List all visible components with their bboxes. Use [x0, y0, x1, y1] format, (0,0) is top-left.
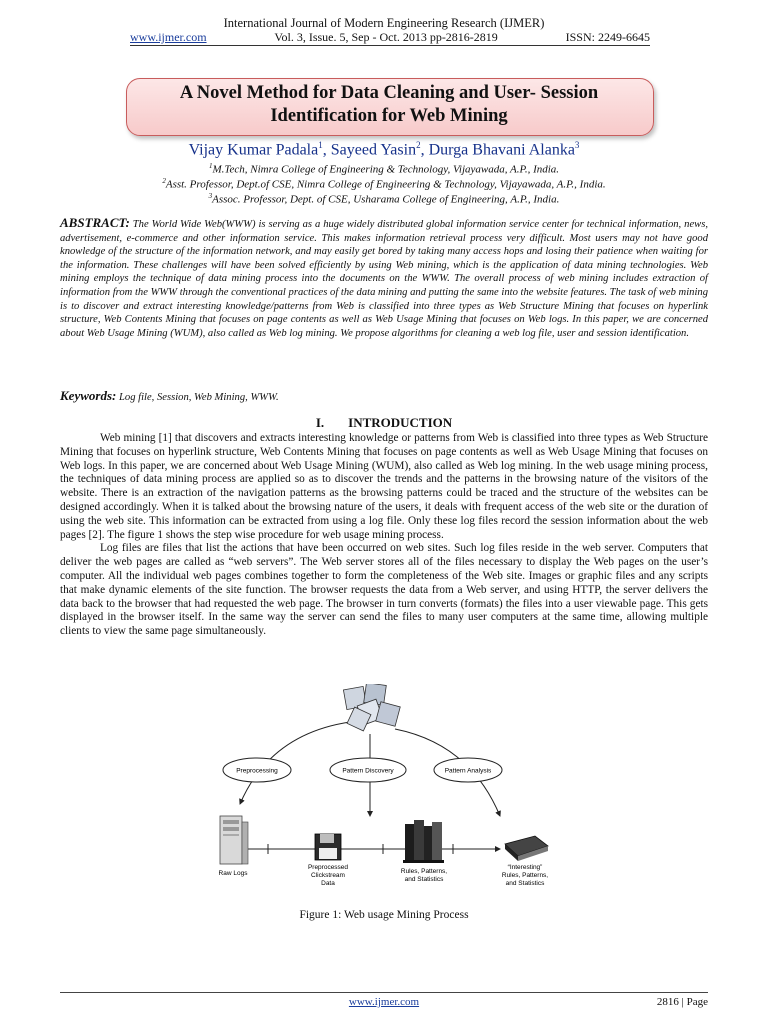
keywords-text: Log file, Session, Web Mining, WWW.: [119, 392, 279, 403]
section-heading: [0, 415, 768, 431]
title-line-1: A Novel Method for Data Cleaning and User- Session: [179, 83, 599, 103]
header-divider: [130, 45, 650, 46]
abstract-text: The World Wide Web(WWW) is serving as a huge widely distributed global information service center for technical information, news, advertisement, e-commerce and other information service. This makes information retrieval process very difficult. Most users may not have good knowledge of the structure of the information network, and may easily get bored by taking many access hops and losing their patience when waiting for the information. These challenges will have been solved efficiently by using Web mining, which is the application of data mining technologies. Web mining employs the technique of data mining process into the documents on the WWW. The overall process of web mining includes extraction of information from the WWW through the conventional practices of the data mining and putting the same into the website features. The task of web mining is to discover and extract interesting knowledge/patterns from Web is classified into three types as Web Structure Mining that focuses on hyperlink structure, Web Contents Mining that focuses on page contents as well as Web Usage Mining that focuses on Web logs. In this paper, we are concerned about Web Usage Mining (WUM), also called as Web log mining. We propose algorithms for cleaning a web log file, user and session identification.: [60, 219, 708, 339]
issn: ISSN: 2249-6645: [565, 30, 650, 44]
section-title: INTRODUCTION: [348, 415, 453, 430]
floppy-disk-icon: [315, 834, 341, 860]
node-label-statistics: and Statistics: [404, 876, 444, 883]
title-line-2: Identification for Web Mining: [270, 106, 508, 126]
author-name: Vijay Kumar Padala: [188, 141, 319, 159]
page-number: 2816 | Page: [656, 996, 708, 1008]
affiliation-text: M.Tech, Nimra College of Engineering & Technology, Vijayawada, A.P., India.: [212, 163, 560, 176]
figure-1: [200, 684, 570, 894]
author-sup: 1: [318, 140, 323, 150]
affiliation-sup: 3: [208, 192, 213, 200]
keywords: [60, 388, 708, 404]
author-name: Sayeed Yasin: [330, 141, 417, 159]
abstract-label: ABSTRACT:: [60, 215, 130, 230]
abstract: [60, 216, 708, 340]
node-label-preprocessed: Preprocessed: [307, 864, 349, 871]
affiliation-sup: 1: [208, 162, 213, 170]
author-sup: 3: [574, 140, 580, 150]
author-sup: 2: [416, 140, 421, 150]
footer-divider: [60, 992, 708, 993]
paragraph-2: Log files are files that list the actions that have been occurred on web sites. Such log files reside in the web server. Computers that deliver the web pages are called as “web servers”. The Web server stores all of the files necessary to display the Web pages on the user’s computer. All the individual web pages combines together to form the completeness of the Web site. Images or graphic files and any scripts that make dynamic elements of the site function. The browser requests the data from a Web server, and using HTTP, the server delivers the data back to the browser that had requested the web page. The browser in turn converts (formats) the files into a user viewable page. This gets displayed in the browser itself. In the same way the server can send the files to many user computers at the same time, allowing multiple clients to view the same page simultaneously.: [60, 542, 708, 638]
server-icon: [220, 816, 248, 864]
author-name: Durga Bhavani Alanka: [428, 141, 575, 159]
affiliation-sup: 2: [162, 177, 166, 185]
paper-title: [126, 82, 652, 128]
stage-label-pattern-discovery: Pattern Discovery: [342, 767, 394, 775]
node-label-int-rules: Rules, Patterns,: [501, 872, 549, 879]
figure-caption: Figure 1: Web usage Mining Process: [299, 909, 469, 921]
books-stack-icon: [403, 820, 444, 863]
floppy-disk-cluster-icon: [343, 684, 400, 731]
web-usage-mining-diagram: [200, 684, 570, 894]
node-label-raw-logs: Raw Logs: [218, 870, 248, 877]
node-label-interesting: “Interesting”: [507, 864, 543, 871]
footer-url-link[interactable]: www.ijmer.com: [348, 996, 420, 1008]
affiliation: [0, 190, 768, 207]
node-label-int-statistics: and Statistics: [505, 880, 545, 887]
journal-url-link[interactable]: www.ijmer.com: [130, 30, 207, 44]
affiliation-text: Assoc. Professor, Dept. of CSE, Usharama College of Engineering, A.P., India.: [212, 193, 560, 206]
node-label-rules: Rules, Patterns,: [400, 868, 448, 875]
author-list: Vijay Kumar Padala$^1$, Sayeed Yasin$^2$, Durga Bhavani Alanka$^3$: [188, 140, 580, 159]
volume-info: Vol. 3, Issue. 5, Sep - Oct. 2013 pp-2816-2819: [274, 30, 498, 44]
body-text: [60, 432, 708, 639]
node-label-data: Data: [321, 880, 335, 887]
paragraph-1: Web mining [1] that discovers and extracts interesting knowledge or patterns from Web is classified into three types as Web Structure Mining that focuses on hyperlink structure, Web Contents Mining that focuses on page contents as well as Web Usage Mining that focuses on Web logs. In this paper, we are concerned about Web Usage Mining (WUM), also called as Web log mining. In the web usage mining process, the techniques of data mining process are applied so as to discover the trends and the patterns in the browsing nature of the visitors of the website. There is an extraction of the navigation patterns as the browsing patterns could be traced and the structure of the websites can be designed accordingly. When it is talked about the browsing nature of the users, it deals with frequent access of the web site or the duration of using the web site. This information can be extracted from using a log file. Only these log files record the session information about the web pages [2]. The figure 1 shows the step wise procedure for web usage mining process.: [60, 432, 708, 541]
keywords-label: Keywords:: [60, 388, 117, 403]
stage-label-preprocessing: Preprocessing: [236, 767, 278, 775]
stage-label-pattern-analysis: Pattern Analysis: [444, 767, 492, 775]
book-icon: [505, 836, 548, 861]
affiliation-text: Asst. Professor, Dept.of CSE, Nimra College of Engineering & Technology, Vijayawada, A.P., India.: [165, 178, 606, 191]
journal-name: International Journal of Modern Engineering Research (IJMER): [223, 16, 545, 30]
header-info-row: [130, 30, 650, 45]
section-number: I.: [315, 415, 325, 430]
node-label-clickstream: Clickstream: [311, 872, 345, 879]
